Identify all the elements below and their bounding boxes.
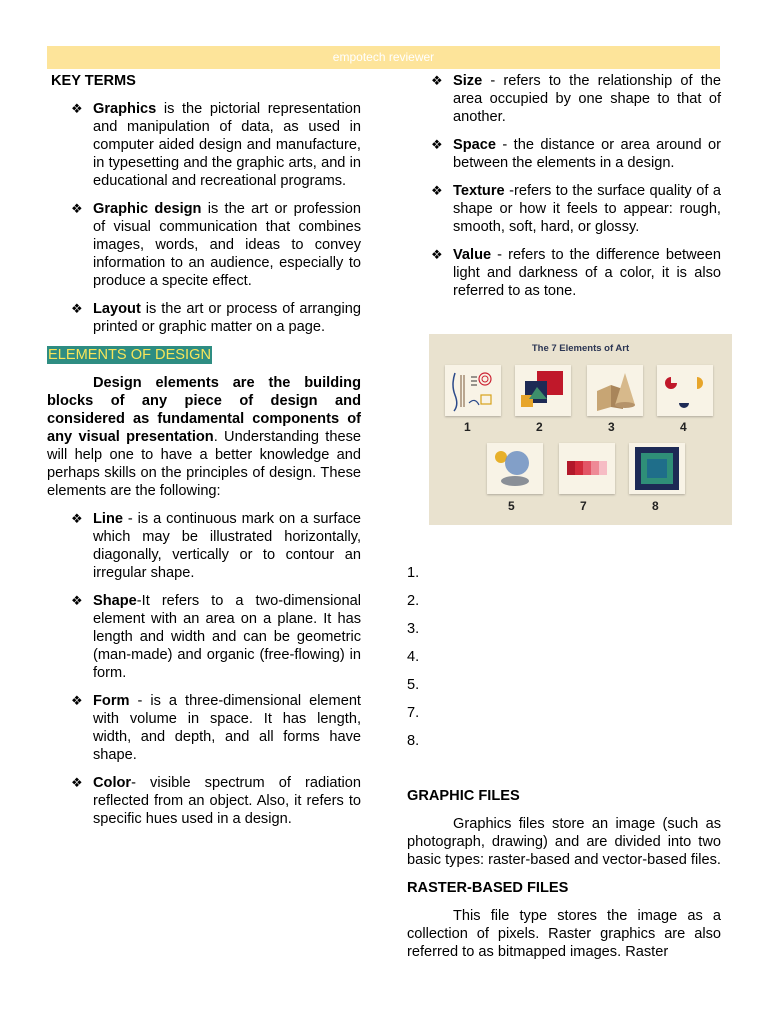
key-term-item [47,200,361,290]
term-label: Graphics [93,101,157,117]
elements-intro-paragraph [47,374,361,500]
term-label: Line [93,511,123,527]
term-text: - is a three-dimensional element with volume in space. It has length, width, and depth, and all forms have shape. [93,693,361,763]
list-item: 2. [407,593,420,609]
diamond-bullet-icon: ❖ [71,511,83,526]
elements-of-design-heading: ELEMENTS OF DESIGN [48,347,211,363]
term-label: Form [93,693,130,709]
space-art-tile [657,365,713,416]
elements-of-art-figure [429,334,732,525]
diamond-bullet-icon: ❖ [431,73,443,88]
key-term-item [47,100,361,190]
shape-art-tile [515,365,571,416]
list-item: 7. [407,705,420,721]
tile-label: 5 [508,499,515,513]
form-art-tile [587,365,643,416]
element-item [47,692,361,764]
element-item [47,510,361,582]
graphic-files-heading: GRAPHIC FILES [407,788,520,804]
numbered-list-block [407,564,721,760]
diamond-bullet-icon: ❖ [71,201,83,216]
element-item [407,182,721,236]
tile-label: 7 [580,499,587,513]
tile-label: 1 [464,420,471,434]
list-item: 8. [407,733,420,749]
list-item: 5. [407,677,420,693]
diamond-bullet-icon: ❖ [71,593,83,608]
term-text: - is a continuous mark on a surface which may be illustrated horizontally, diagonally, vertically or to contour an irregular shape. [93,511,361,581]
tile-label: 3 [608,420,615,434]
diamond-bullet-icon: ❖ [71,101,83,116]
header-title: empotech reviewer [332,50,435,64]
list-item: 1. [407,565,420,581]
value-art-tile [559,443,615,494]
numbered-list [407,564,721,760]
intro-text: . Understanding these will help one to have a better knowledge and perhaps skills on the principles of design. These elements are the following: [47,429,361,499]
element-item [407,246,721,300]
term-label: Size [453,73,483,89]
diamond-bullet-icon: ❖ [431,137,443,152]
term-text: - refers to the difference between light and darkness of a color, it is also referred to as tone. [453,247,721,299]
raster-files-heading: RASTER-BASED FILES [407,880,569,896]
term-label: Shape [93,593,137,609]
diamond-bullet-icon: ❖ [71,693,83,708]
term-text: is the art or process of arranging printed or graphic matter on a page. [93,301,361,335]
element-item [47,592,361,682]
term-text: is the pictorial representation and manipulation of data, as used in computer aided design and manufacture, in typesetting and the graphic arts, and in educational and recreational programs. [93,101,361,189]
graphic-files-paragraph: Graphics files store an image (such as photograph, drawing) and are divided into two basic types: raster-based and vector-based files. [407,816,721,868]
term-text: -It refers to a two-dimensional element with an area on a plane. It has length and width and can be geometric (man-made) and organic (free-flowing) in form. [93,593,361,681]
tile-label: 2 [536,420,543,434]
tile-label: 4 [680,420,687,434]
color-art-tile [629,443,685,494]
element-item [47,774,361,828]
term-text: - visible spectrum of radiation reflected from an object. Also, it refers to specific hues used in a design. [93,775,361,827]
term-label: Value [453,247,492,263]
tile-label: 8 [652,499,659,513]
term-label: Space [453,137,496,153]
diamond-bullet-icon: ❖ [431,247,443,262]
term-text: - refers to the relationship of the area occupied by one shape to that of another. [453,73,721,125]
term-label: Graphic design [93,201,202,217]
document-header [47,46,720,69]
term-label: Texture [453,183,505,199]
texture-art-tile [487,443,543,494]
raster-files-paragraph: This file type stores the image as a collection of pixels. Raster graphics are also referred to as bitmapped images. Raster [407,908,721,960]
right-column [407,72,721,310]
list-item: 3. [407,621,420,637]
left-column [47,72,361,838]
key-term-item [47,300,361,336]
key-terms-heading: KEY TERMS [51,73,136,89]
diamond-bullet-icon: ❖ [71,301,83,316]
diamond-bullet-icon: ❖ [71,775,83,790]
element-item [407,136,721,172]
term-text: - the distance or area around or between the elements in a design. [453,137,721,171]
list-item: 4. [407,649,420,665]
term-label: Color [93,775,132,791]
intro-bold-text: Design elements are the building blocks of any piece of design and considered as fundamental components of any visual presentation [47,375,361,445]
graphic-files-section [407,787,721,971]
element-item [407,72,721,126]
term-text: is the art or profession of visual communication that combines images, words, and ideas to convey information to an audience, especially to produce a specite effect. [93,201,361,289]
line-art-tile [445,365,501,416]
term-text: -refers to the surface quality of a shape or how it feels to appear: rough, smooth, soft, hard, or glossy. [453,183,721,235]
term-label: Layout [93,301,141,317]
diamond-bullet-icon: ❖ [431,183,443,198]
figure-title: The 7 Elements of Art [531,343,630,354]
